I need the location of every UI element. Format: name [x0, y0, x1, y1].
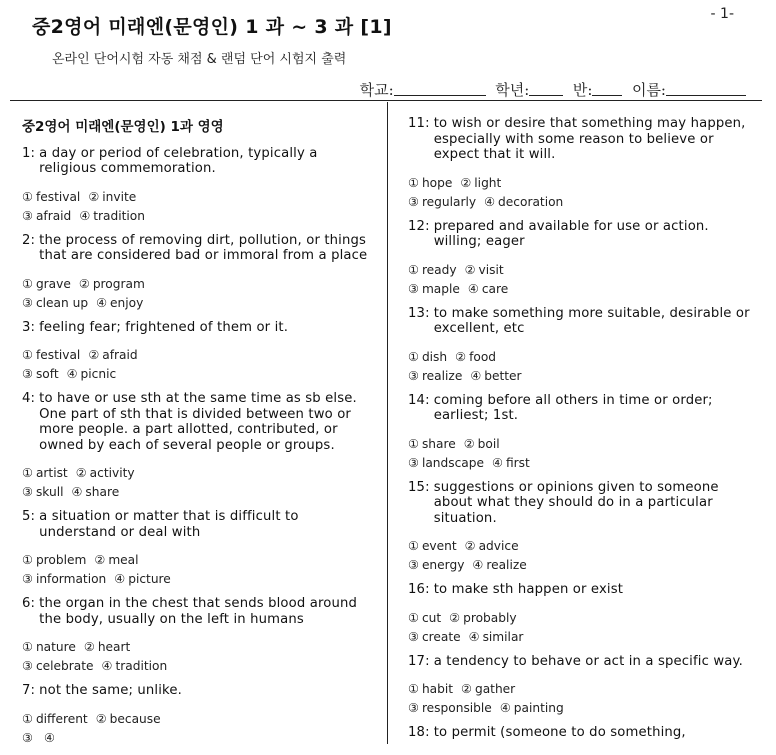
school-blank[interactable] — [394, 81, 486, 96]
answer-option-row — [408, 699, 758, 718]
answer-option-row — [408, 261, 758, 280]
answer-option-row — [22, 207, 372, 226]
option-marker: ① — [22, 711, 33, 726]
question-item — [408, 480, 758, 576]
option-word: problem — [35, 553, 87, 567]
option-word: boil — [477, 436, 500, 451]
option-marker: ④ — [43, 730, 55, 745]
question-number: 12: — [408, 218, 430, 234]
option-word: enjoy — [110, 295, 144, 310]
option-marker: ④ — [468, 629, 480, 644]
option-marker: ① — [408, 262, 419, 277]
option-marker: ③ — [408, 368, 419, 383]
answer-option[interactable] — [102, 659, 168, 673]
answer-option[interactable] — [408, 350, 447, 364]
option-word: program — [92, 276, 145, 291]
question-number: 16: — [408, 582, 430, 597]
option-word: activity — [89, 466, 135, 480]
answer-option[interactable] — [22, 553, 86, 567]
answer-option[interactable] — [22, 466, 68, 480]
question-number: 3: — [22, 319, 36, 335]
right-column — [408, 116, 758, 752]
option-word: gather — [474, 682, 516, 696]
option-word: hope — [421, 175, 453, 190]
option-word: meal — [108, 553, 139, 567]
answer-option[interactable] — [114, 572, 171, 586]
answer-options — [22, 275, 372, 313]
option-marker: ① — [22, 640, 33, 654]
question-definition — [22, 596, 372, 627]
answer-option[interactable] — [408, 558, 464, 572]
answer-option[interactable] — [408, 456, 484, 470]
question-text: the process of removing dirt, pollution, or things that are considered bad or immoral from a place — [39, 232, 368, 263]
option-marker: ④ — [66, 367, 78, 381]
answer-option[interactable] — [465, 539, 519, 553]
option-word: decoration — [498, 194, 564, 209]
answer-options — [22, 464, 372, 502]
option-word: picture — [128, 572, 171, 586]
answer-option-row — [22, 710, 372, 729]
question-number: 17: — [408, 653, 430, 669]
name-label: 이름: — [631, 81, 666, 99]
question-definition — [22, 320, 372, 336]
answer-option-row — [408, 193, 758, 212]
option-word: afraid — [102, 348, 138, 362]
header-rule — [10, 100, 762, 101]
question-text: a day or period of celebration, typically a religious commemoration. — [39, 145, 318, 176]
answer-option[interactable] — [84, 640, 130, 654]
option-marker: ① — [22, 466, 33, 480]
question-text: prepared and available for use or action. willing; eager — [433, 218, 709, 249]
option-word: invite — [102, 189, 137, 204]
answer-option[interactable] — [22, 348, 80, 362]
option-word: realize — [421, 368, 463, 383]
answer-option[interactable] — [408, 195, 476, 209]
school-label: 학교: — [359, 81, 394, 99]
answer-option[interactable] — [22, 209, 71, 223]
answer-option[interactable] — [464, 437, 500, 451]
right-question-list — [408, 116, 758, 741]
option-marker: ① — [408, 539, 419, 553]
question-definition — [22, 233, 372, 264]
option-marker: ② — [460, 175, 472, 190]
question-item — [408, 306, 758, 386]
answer-option[interactable] — [408, 539, 457, 553]
question-definition — [408, 480, 758, 527]
question-text: not the same; unlike. — [39, 683, 182, 698]
answer-option-row — [408, 174, 758, 193]
answer-option[interactable] — [455, 350, 496, 364]
column-divider — [387, 102, 388, 744]
question-text: to make something more suitable, desirable or excellent, etc — [433, 305, 750, 336]
option-marker: ③ — [22, 572, 33, 586]
question-definition — [408, 393, 758, 424]
answer-option-row — [408, 348, 758, 367]
question-text: to permit (someone to do something, — [433, 725, 686, 740]
question-text: suggestions or opinions given to someone about what they should do in a particular situation. — [433, 479, 719, 526]
section-title: 중2영어 미래엔(문영인) 1과 영영 — [22, 119, 224, 135]
option-marker: ① — [22, 348, 33, 362]
question-item — [22, 233, 372, 313]
option-marker: ③ — [22, 208, 33, 223]
option-word: artist — [35, 466, 68, 480]
answer-option-row — [408, 280, 758, 299]
option-word: share — [85, 485, 120, 499]
answer-options — [408, 537, 758, 575]
answer-options — [22, 551, 372, 589]
option-word: visit — [478, 262, 504, 277]
option-word: habit — [421, 682, 454, 696]
answer-option[interactable] — [408, 263, 457, 277]
answer-option[interactable] — [96, 296, 143, 310]
question-number: 6: — [22, 596, 36, 611]
answer-option[interactable] — [408, 176, 452, 190]
question-item — [408, 654, 758, 719]
option-word: clean up — [35, 295, 89, 310]
answer-option[interactable] — [22, 296, 88, 310]
option-marker: ④ — [499, 701, 511, 715]
answer-option[interactable] — [76, 466, 135, 480]
option-word: landscape — [421, 455, 485, 470]
option-marker: ① — [22, 553, 33, 567]
question-number: 15: — [408, 479, 430, 495]
option-marker: ③ — [408, 194, 419, 209]
option-marker: ② — [449, 610, 461, 625]
answer-option[interactable] — [96, 712, 161, 726]
answer-option[interactable] — [449, 611, 516, 625]
answer-option[interactable] — [94, 553, 138, 567]
option-marker: ② — [78, 276, 90, 291]
option-marker: ② — [95, 711, 107, 726]
option-marker: ② — [455, 349, 467, 364]
option-marker: ③ — [22, 485, 33, 499]
option-word: tradition — [93, 208, 145, 223]
question-definition — [408, 116, 758, 163]
option-marker: ② — [83, 640, 95, 654]
question-text: to have or use sth at the same time as sb else. One part of sth that is divided between two or more people. a part allotted, contributed, or owned by each of several people or groups. — [39, 391, 357, 453]
option-word: share — [421, 436, 456, 451]
question-text: feeling fear; frightened of them or it. — [39, 319, 289, 335]
question-text: coming before all others in time or order; earliest; 1st. — [433, 392, 713, 423]
answer-option[interactable] — [460, 176, 501, 190]
option-word: afraid — [35, 208, 72, 223]
question-definition — [408, 219, 758, 250]
answer-option[interactable] — [22, 659, 94, 673]
option-word: food — [469, 349, 497, 364]
option-word: event — [421, 539, 457, 553]
option-word: heart — [97, 640, 131, 654]
question-item — [408, 219, 758, 299]
question-item — [22, 596, 372, 676]
option-marker: ④ — [467, 281, 479, 296]
left-question-list — [22, 146, 372, 748]
option-marker: ② — [75, 466, 87, 480]
answer-options — [408, 680, 758, 718]
question-item — [22, 391, 372, 502]
page-number: - 1- — [710, 6, 734, 22]
option-word: soft — [35, 367, 59, 381]
answer-option-row — [22, 275, 372, 294]
answer-option[interactable] — [79, 209, 145, 223]
class-label: 반: — [572, 81, 593, 99]
option-marker: ④ — [101, 659, 113, 673]
answer-option-row — [408, 609, 758, 628]
option-word: information — [35, 572, 107, 586]
option-word: tradition — [115, 659, 168, 673]
page-title: 중2영어 미래엔(문영인) 1 과 ~ 3 과 [1] — [32, 16, 392, 38]
answer-option-row — [408, 537, 758, 556]
option-word: dish — [421, 349, 448, 364]
option-word: probably — [463, 610, 517, 625]
question-item — [408, 725, 758, 741]
question-definition — [22, 683, 372, 699]
question-definition — [408, 725, 758, 741]
option-marker: ④ — [484, 194, 496, 209]
option-marker: ③ — [22, 367, 33, 381]
answer-option[interactable] — [408, 369, 462, 383]
question-text: to wish or desire that something may happen, especially with some reason to believe or expect that it will. — [433, 116, 746, 162]
option-word: realize — [486, 558, 527, 572]
option-word: painting — [513, 701, 564, 715]
question-item — [22, 509, 372, 589]
option-word: festival — [35, 348, 81, 362]
option-word: energy — [421, 558, 465, 572]
option-word: similar — [482, 629, 524, 644]
answer-option[interactable] — [79, 277, 145, 291]
option-word: better — [484, 368, 522, 383]
answer-option[interactable] — [461, 682, 515, 696]
answer-options — [408, 609, 758, 647]
answer-options — [22, 346, 372, 384]
option-word: festival — [35, 189, 81, 204]
answer-option[interactable] — [22, 485, 63, 499]
option-marker: ④ — [96, 295, 107, 310]
option-word: regularly — [421, 194, 477, 209]
answer-option[interactable] — [492, 456, 530, 470]
option-marker: ③ — [408, 701, 419, 715]
option-word: light — [474, 175, 502, 190]
question-definition — [408, 582, 758, 598]
answer-option-row — [22, 346, 372, 365]
answer-option[interactable] — [408, 701, 492, 715]
option-marker: ③ — [22, 659, 33, 673]
question-definition — [408, 306, 758, 337]
answer-option-row — [22, 638, 372, 657]
option-word: first — [505, 455, 530, 470]
question-definition — [408, 654, 758, 670]
student-info-line — [360, 79, 746, 100]
answer-option-row — [22, 657, 372, 676]
answer-option[interactable] — [67, 367, 117, 381]
option-marker: ② — [464, 262, 476, 277]
option-marker: ② — [463, 436, 475, 451]
question-text: a situation or matter that is difficult to understand or deal with — [39, 509, 299, 540]
answer-option-row — [22, 483, 372, 502]
question-number: 18: — [408, 725, 430, 740]
option-marker: ① — [408, 682, 419, 696]
question-number: 7: — [22, 683, 36, 698]
answer-option-row — [408, 435, 758, 454]
class-blank[interactable] — [592, 81, 622, 96]
option-word: create — [421, 629, 461, 644]
option-marker: ③ — [408, 455, 419, 470]
option-marker: ③ — [408, 558, 419, 572]
answer-option[interactable] — [408, 437, 456, 451]
answer-option[interactable] — [88, 190, 136, 204]
option-marker: ② — [88, 348, 100, 362]
answer-options — [408, 261, 758, 299]
option-word: nature — [35, 640, 76, 654]
option-marker: ④ — [470, 368, 482, 383]
name-blank[interactable] — [666, 81, 746, 96]
option-word: grave — [35, 276, 71, 291]
grade-label: 학년: — [495, 81, 530, 99]
question-number: 11: — [408, 116, 430, 131]
question-item — [408, 116, 758, 212]
question-number: 13: — [408, 305, 430, 321]
question-item — [408, 582, 758, 647]
question-item — [22, 146, 372, 226]
option-word: cut — [421, 610, 442, 625]
answer-option[interactable] — [408, 630, 461, 644]
option-marker: ① — [22, 276, 33, 291]
question-item — [22, 320, 372, 385]
answer-option[interactable] — [88, 348, 137, 362]
answer-option-row — [408, 628, 758, 647]
option-word: responsible — [421, 701, 492, 715]
question-number: 14: — [408, 392, 430, 408]
answer-option[interactable] — [22, 367, 59, 381]
answer-options — [22, 710, 372, 748]
answer-option[interactable] — [44, 731, 58, 745]
option-marker: ① — [408, 436, 419, 451]
answer-option-row — [408, 680, 758, 699]
answer-options — [408, 174, 758, 212]
option-word: picnic — [80, 367, 117, 381]
option-marker: ④ — [71, 485, 83, 499]
page-subtitle: 온라인 단어시험 자동 채점 & 랜덤 단어 시험지 출력 — [52, 52, 347, 67]
option-word: ready — [421, 262, 457, 277]
answer-option[interactable] — [470, 369, 521, 383]
answer-option[interactable] — [22, 731, 36, 745]
option-word: because — [109, 711, 161, 726]
option-marker: ② — [461, 682, 472, 696]
answer-option[interactable] — [469, 630, 524, 644]
answer-option-row — [408, 367, 758, 386]
answer-option[interactable] — [22, 190, 80, 204]
question-definition — [22, 509, 372, 540]
question-text: to make sth happen or exist — [433, 582, 624, 597]
answer-options — [22, 188, 372, 226]
answer-option[interactable] — [468, 282, 508, 296]
option-word: care — [481, 281, 509, 296]
answer-option[interactable] — [408, 282, 460, 296]
question-item — [22, 683, 372, 748]
answer-option[interactable] — [22, 640, 76, 654]
question-text: the organ in the chest that sends blood around the body, usually on the left in humans — [39, 596, 357, 627]
question-item — [408, 393, 758, 473]
answer-option-row — [22, 188, 372, 207]
answer-option[interactable] — [472, 558, 526, 572]
option-marker: ② — [94, 553, 106, 567]
question-number: 5: — [22, 509, 36, 524]
option-marker: ③ — [408, 281, 419, 296]
question-number: 1: — [22, 145, 36, 161]
option-marker: ④ — [79, 208, 91, 223]
option-marker: ③ — [22, 730, 33, 745]
answer-option-row — [22, 729, 372, 748]
answer-option[interactable] — [408, 611, 441, 625]
answer-option-row — [22, 551, 372, 570]
answer-option[interactable] — [484, 195, 563, 209]
option-marker: ③ — [408, 629, 419, 644]
option-word: different — [35, 711, 88, 726]
answer-option[interactable] — [408, 682, 453, 696]
answer-option[interactable] — [465, 263, 504, 277]
answer-options — [22, 638, 372, 676]
option-marker: ② — [464, 539, 476, 553]
option-marker: ④ — [492, 455, 503, 470]
option-marker: ③ — [22, 295, 33, 310]
grade-blank[interactable] — [529, 81, 563, 96]
answer-option[interactable] — [22, 712, 88, 726]
answer-option-row — [22, 570, 372, 589]
answer-options — [408, 435, 758, 473]
answer-option[interactable] — [22, 277, 71, 291]
option-marker: ④ — [472, 558, 484, 572]
answer-option-row — [408, 556, 758, 575]
question-text: a tendency to behave or act in a specific way. — [433, 653, 743, 669]
option-word: advice — [478, 539, 519, 553]
option-marker: ① — [408, 349, 419, 364]
option-word: maple — [421, 281, 460, 296]
answer-option-row — [22, 464, 372, 483]
answer-option-row — [408, 454, 758, 473]
option-marker: ① — [408, 610, 419, 625]
option-marker: ① — [408, 175, 419, 190]
option-word: celebrate — [35, 659, 94, 673]
answer-option[interactable] — [500, 701, 564, 715]
answer-option[interactable] — [71, 485, 119, 499]
question-definition — [22, 391, 372, 453]
question-definition — [22, 146, 372, 177]
option-marker: ④ — [114, 572, 126, 586]
left-column — [22, 114, 372, 755]
answer-options — [408, 348, 758, 386]
option-word: skull — [35, 485, 64, 499]
option-marker: ① — [22, 189, 33, 204]
answer-option[interactable] — [22, 572, 106, 586]
answer-option-row — [22, 365, 372, 384]
answer-option-row — [22, 294, 372, 313]
question-number: 4: — [22, 391, 36, 406]
option-marker: ② — [88, 189, 100, 204]
question-number: 2: — [22, 232, 36, 248]
